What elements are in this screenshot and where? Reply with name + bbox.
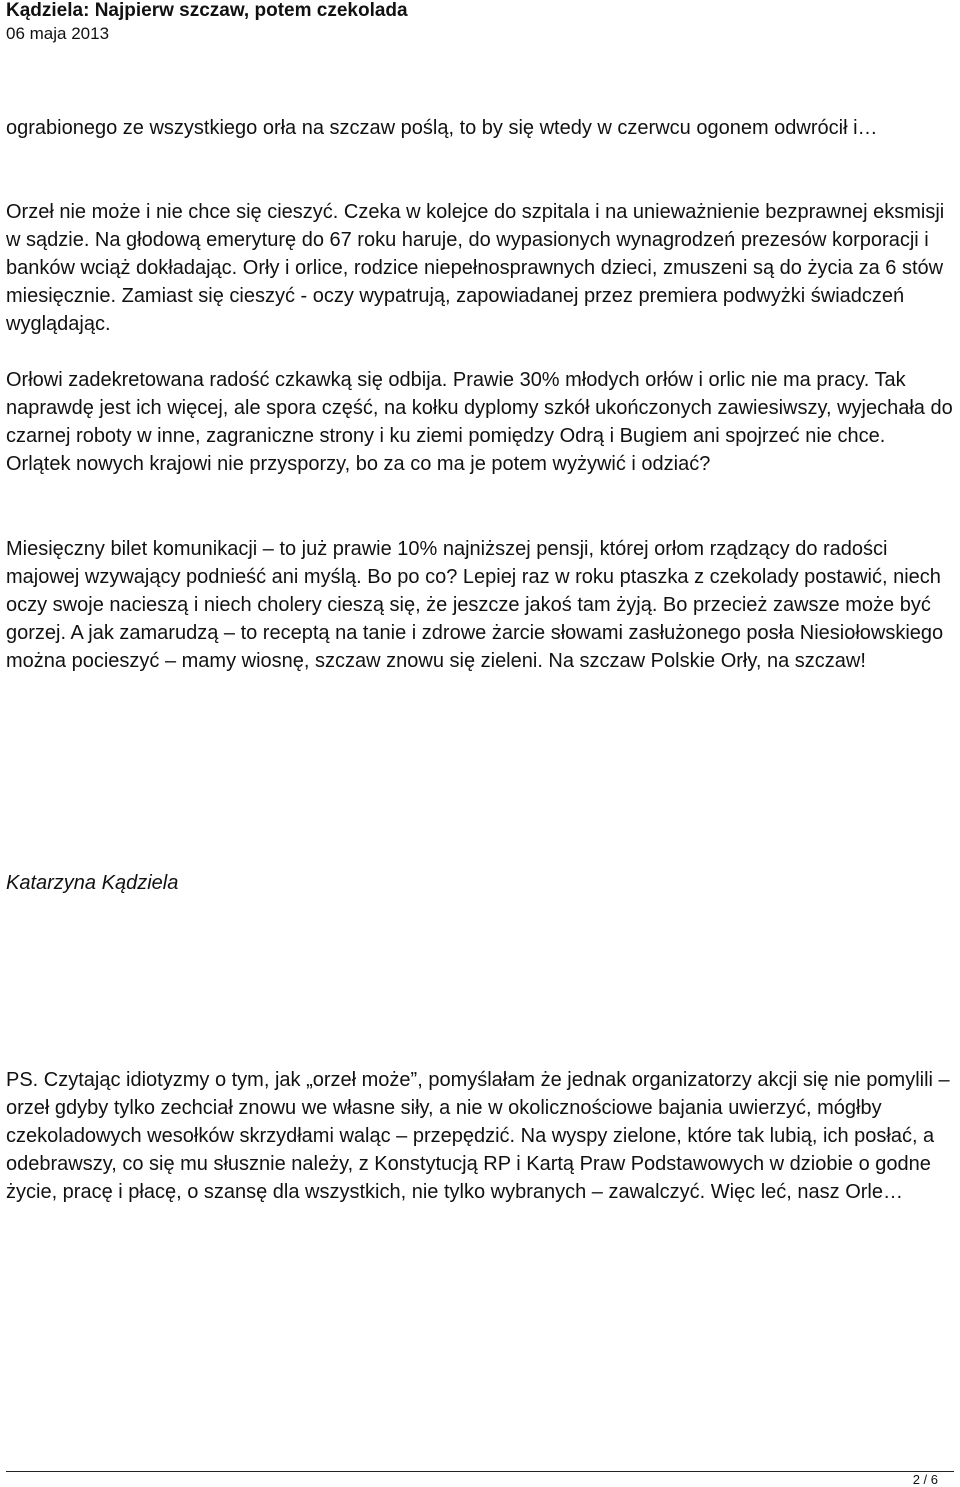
article-title: Kądziela: Najpierw szczaw, potem czekolada [6,0,408,21]
author-signature: Katarzyna Kądziela [6,872,179,894]
article-date: 06 maja 2013 [6,24,110,43]
footer-divider [6,1471,954,1472]
paragraph-1: ograbionego ze wszystkiego orła na szczaw poślą, to by się wtedy w czerwcu ogonem odwrócił i… [6,117,878,139]
paragraph-3: Orłowi zadekretowana radość czkawką się odbija. Prawie 30% młodych orłów i orlic nie ma pracy. Tak naprawdę jest ich więcej, ale spora część, na kołku dyplomy szkół ukończonych zawiesiwszy, wyjechała do czarnej roboty w inne, zagraniczne strony i ku ziemi pomiędzy Odrą i Bugiem ani spojrzeć nie chce. Orlątek nowych krajowi nie przysporzy, bo za co ma je potem wyżywić i odziać? [6,369,953,475]
postscript-paragraph: PS. Czytając idiotyzmy o tym, jak „orzeł może”, pomyślałam że jednak organizatorzy akcji się nie pomylili – orzeł gdyby tylko zechciał znowu we własne siły, a nie w okolicznościowe bajania uwierzyć, mógłby czekoladowych wesołków skrzydłami waląc – przepędzić. Na wyspy zielone, które tak lubią, ich posłać, a odebrawszy, co się mu słusznie należy, z Konstytucją RP i Kartą Praw Podstawowych w dziobie o godne życie, pracę i płacę, o szansę dla wszystkich, nie tylko wybranych – zawalczyć. Więc leć, nasz Orle… [6,1069,950,1203]
page-header [6,0,954,44]
paragraph-4: Miesięczny bilet komunikacji – to już prawie 10% najniższej pensji, której orłom rządzący do radości majowej wzywający podnieść ani myślą. Bo po co? Lepiej raz w roku ptaszka z czekolady postawić, niech oczy swoje nacieszą i niech cholery cieszą się, że jeszcze jakoś tam żyją. Bo przecież zawsze może być gorzej. A jak zamarudzą – to receptą na tanie i zdrowe żarcie słowami zasłużonego posła Niesiołowskiego można pocieszyć – mamy wiosnę, szczaw znowu się zieleni. Na szczaw Polskie Orły, na szczaw! [6,538,944,672]
paragraph-2: Orzeł nie może i nie chce się cieszyć. Czeka w kolejce do szpitala i na unieważnienie bezprawnej eksmisji w sądzie. Na głodową emeryturę do 67 roku haruje, do wypasionych wynagrodzeń prezesów korporacji i banków wciąż dokładając. Orły i orlice, rodzice niepełnosprawnych dzieci, zmuszeni są do życia za 6 stów miesięcznie. Zamiast się cieszyć - oczy wypatrują, zapowiadanej przez premiera podwyżki świadczeń wyglądając. [6,201,945,335]
page-number: 2 / 6 [912,1472,938,1487]
